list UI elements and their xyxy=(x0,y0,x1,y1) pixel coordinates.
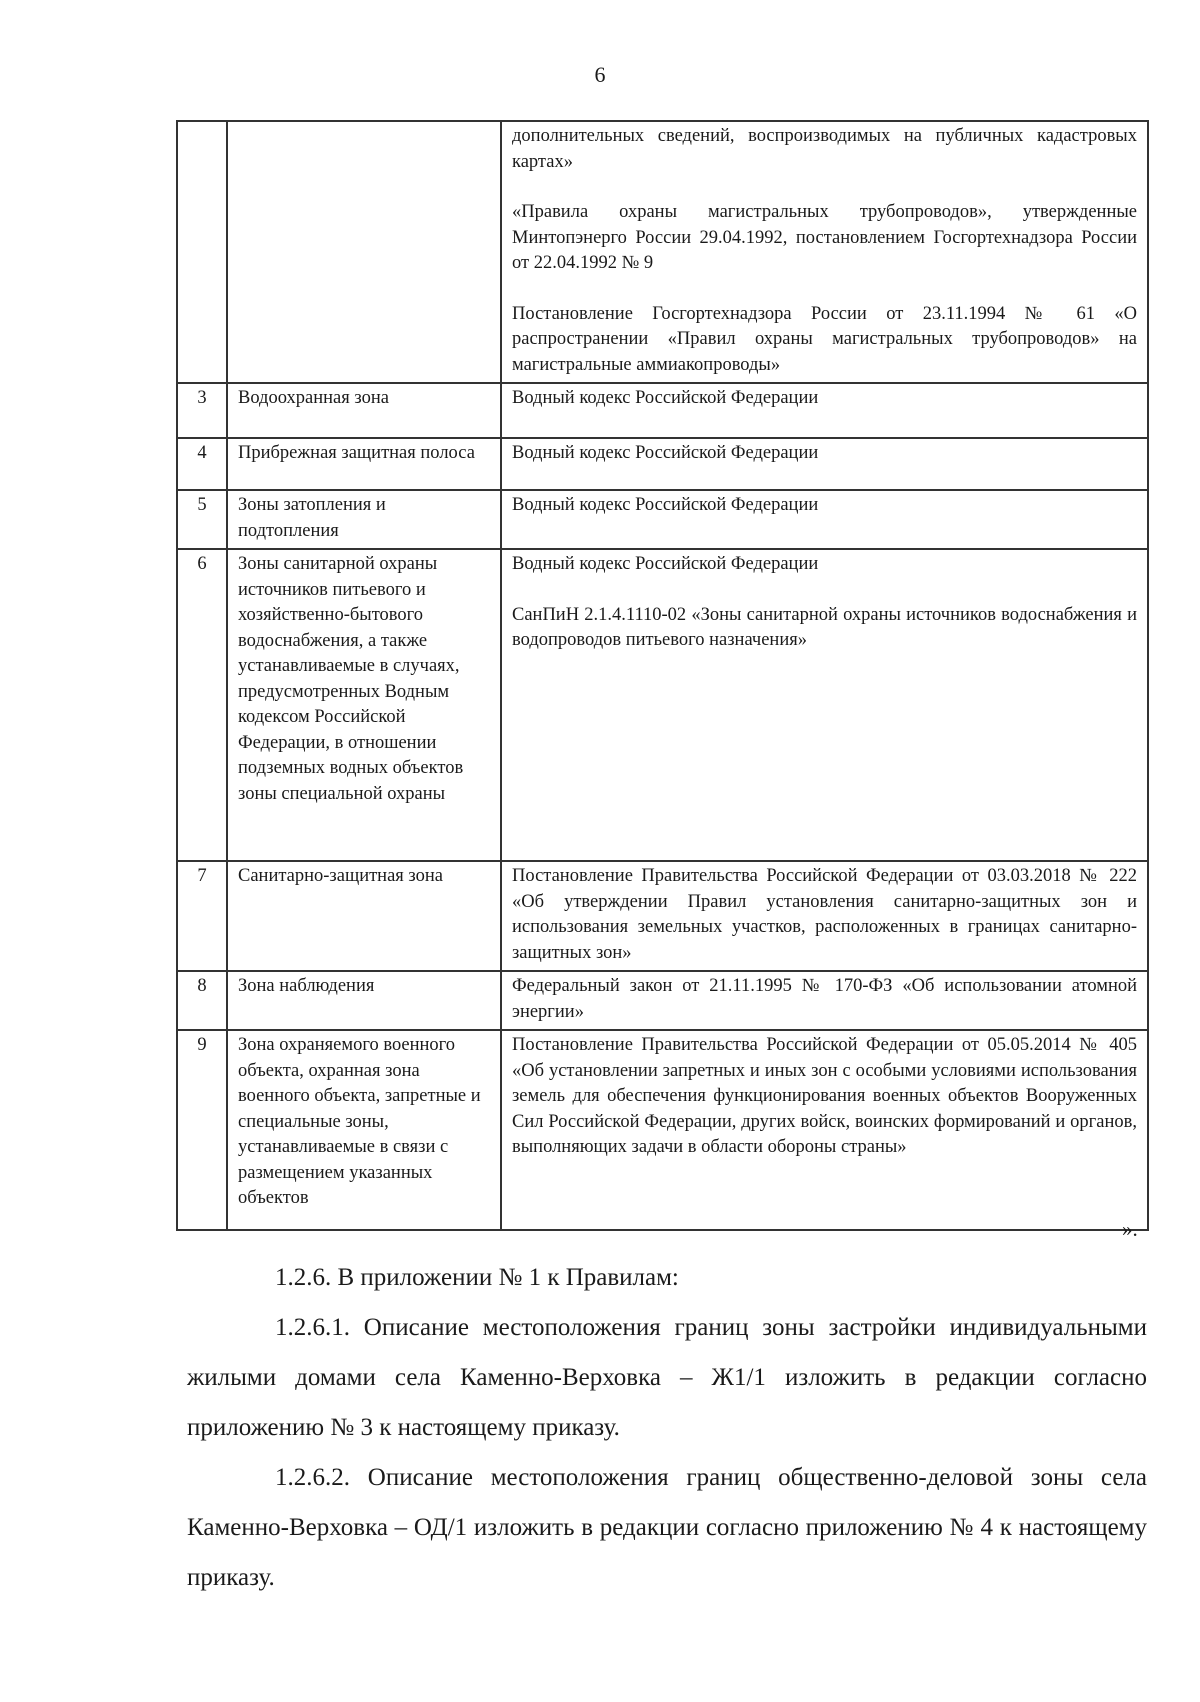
legal-basis xyxy=(501,121,1148,383)
row-number: 7 xyxy=(177,861,227,971)
row-number: 9 xyxy=(177,1030,227,1230)
zone-name: Зона охраняемого военного объекта, охранная зона военного объекта, запретные и специальные зоны, устанавливаемые в связи с размещением указанных объектов xyxy=(227,1030,501,1230)
row-number: 3 xyxy=(177,383,227,438)
zone-name xyxy=(227,121,501,383)
page-number: 6 xyxy=(594,62,606,87)
legal-basis-text: Постановление Госгортехнадзора России от 23.11.1994 № 61 «О распространении «Правил охраны магистральных трубопроводов» на магистральные аммиакопроводы» xyxy=(512,303,1137,375)
zone-name: Прибрежная защитная полоса xyxy=(227,438,501,490)
table-row xyxy=(177,1030,1148,1230)
table-row xyxy=(177,971,1148,1030)
zone-name: Санитарно-защитная зона xyxy=(227,861,501,971)
legal-basis-text: дополнительных сведений, воспроизводимых на публичных кадастровых картах» xyxy=(512,126,1137,172)
row-number: 5 xyxy=(177,490,227,549)
paragraph: 1.2.6.1. Описание местоположения границ зоны застройки индивидуальными жилыми домами села Каменно-Верховка – Ж1/1 изложить в редакции согласно приложению № 3 к настоящему приказу. xyxy=(187,1314,1147,1441)
legal-basis xyxy=(501,438,1148,490)
legal-basis-text: СанПиН 2.1.4.1110-02 «Зоны санитарной охраны источников водоснабжения и водопроводов питьевого назначения» xyxy=(512,604,1137,650)
legal-basis-text: Постановление Правительства Российской Федерации от 05.05.2014 № 405 «Об установлении запретных и иных зон с особыми условиями использования земель для обеспечения функционирования военных объектов Вооруженных Сил Российской Федерации, других войск, воинских формирований и органов, выполняющих задачи в области обороны страны» xyxy=(512,1035,1137,1157)
row-number xyxy=(177,121,227,383)
legal-basis-text: Федеральный закон от 21.11.1995 № 170-ФЗ «Об использовании атомной энергии» xyxy=(512,976,1137,1022)
legal-basis xyxy=(501,383,1148,438)
table-row xyxy=(177,438,1148,490)
table-row xyxy=(177,121,1148,383)
paragraph: 1.2.6.2. Описание местоположения границ общественно-деловой зоны села Каменно-Верховка – ОД/1 изложить в редакции согласно приложению № 4 к настоящему приказу. xyxy=(187,1464,1147,1591)
table-row xyxy=(177,490,1148,549)
zone-name: Зоны затопления и подтопления xyxy=(227,490,501,549)
closing-quote-mark: ». xyxy=(1122,1217,1138,1241)
row-number: 4 xyxy=(177,438,227,490)
zone-name: Водоохранная зона xyxy=(227,383,501,438)
legal-basis-text: Водный кодекс Российской Федерации xyxy=(512,554,819,574)
zone-name: Зоны санитарной охраны источников питьевого и хозяйственно-бытового водоснабжения, а также устанавливаемые в случаях, предусмотренных Водным кодексом Российской Федерации, в отношении подземных водных объектов зоны специальной охраны xyxy=(227,549,501,861)
legal-basis-text: «Правила охраны магистральных трубопроводов», утвержденные Минтопэнерго России 29.04.1992, постановлением Госгортехнадзора России от 22.04.1992 № 9 xyxy=(512,202,1137,273)
legal-basis xyxy=(501,1030,1148,1230)
legal-basis xyxy=(501,490,1148,549)
legal-basis-text: Водный кодекс Российской Федерации xyxy=(512,443,819,463)
zones-table xyxy=(176,120,1149,1231)
table-row xyxy=(177,861,1148,971)
row-number: 6 xyxy=(177,549,227,861)
paragraph: 1.2.6. В приложении № 1 к Правилам: xyxy=(275,1264,679,1291)
table-row xyxy=(177,383,1148,438)
legal-basis-text: Постановление Правительства Российской Федерации от 03.03.2018 № 222 «Об утверждении Правил установления санитарно-защитных зон и использования земельных участков, расположенных в границах санитарно-защитных зон» xyxy=(512,866,1137,963)
legal-basis xyxy=(501,971,1148,1030)
legal-basis xyxy=(501,861,1148,971)
row-number: 8 xyxy=(177,971,227,1030)
zone-name: Зона наблюдения xyxy=(227,971,501,1030)
legal-basis-text: Водный кодекс Российской Федерации xyxy=(512,495,819,515)
table-row xyxy=(177,549,1148,861)
legal-basis-text: Водный кодекс Российской Федерации xyxy=(512,388,819,408)
legal-basis xyxy=(501,549,1148,861)
body-text xyxy=(187,1253,1147,1603)
